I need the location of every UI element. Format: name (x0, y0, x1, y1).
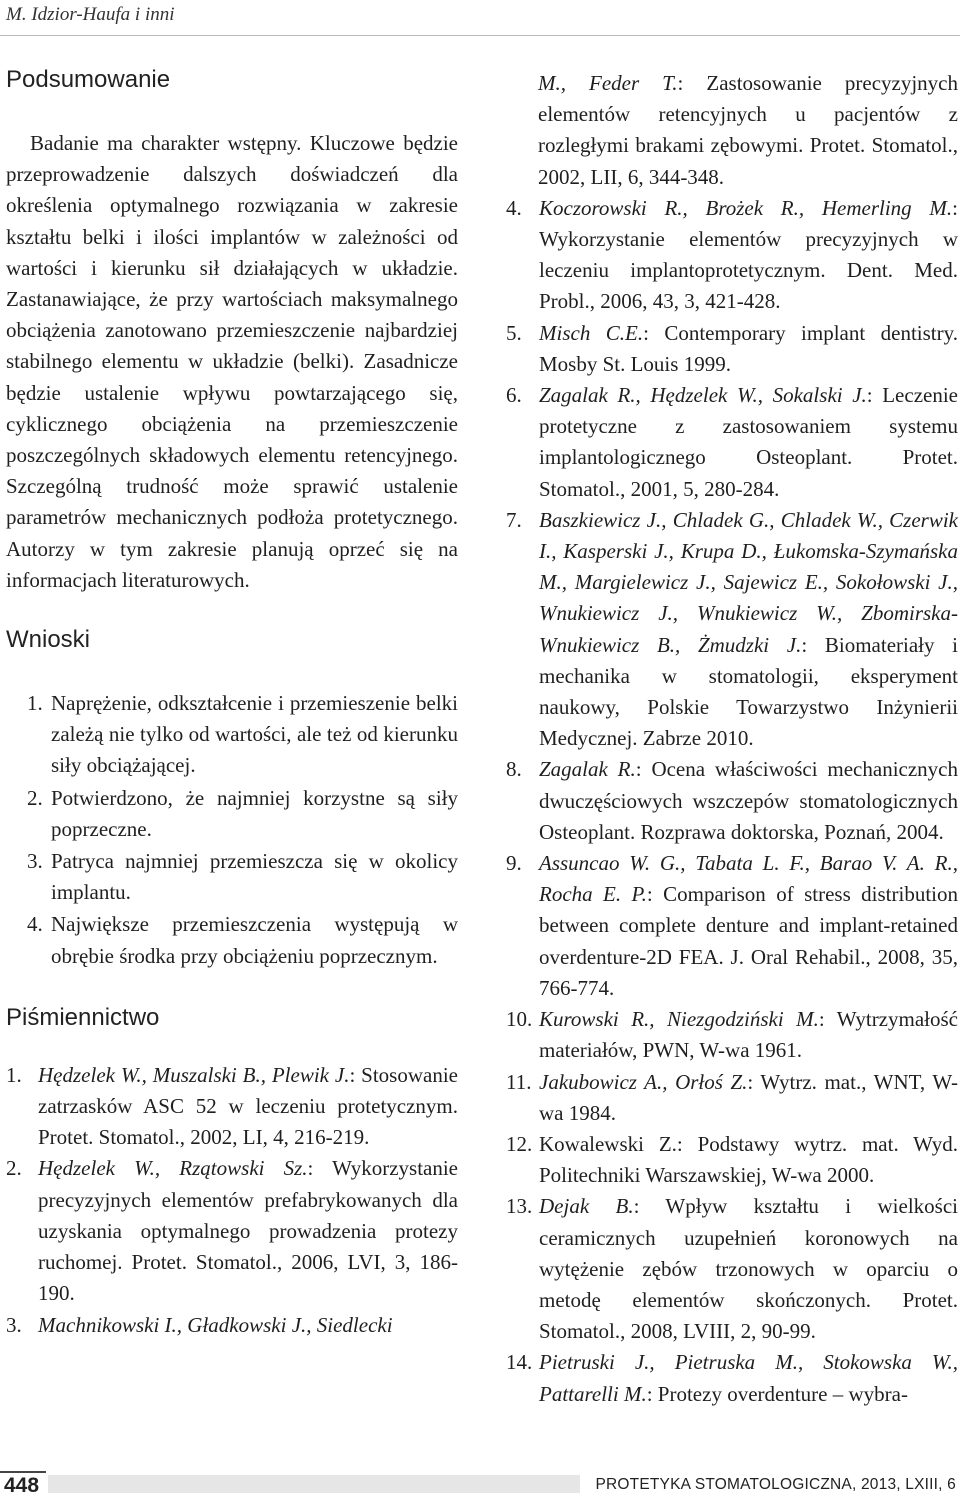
references-list-right (506, 68, 958, 1410)
reference-item: 8. Zagalak R.: Ocena właściwości mechanicznych dwuczęściowych wszczepów stomatologicznych Osteoplant. Rozprawa doktorska, Poznań, 2004. (506, 757, 958, 844)
reference-item: 7. Baszkiewicz J., Chladek G., Chladek W., Czerwik I., Kasperski J., Krupa D., Łukomska-Szymańska M., Margielewicz J., Sajewicz E., Sokołowski J., Wnukiewicz J., Wnukiewicz W., Zbomirska-Wnukiewicz B., Żmudzki J.: Biomateriały i mechanika w stomatologii, eksperyment naukowy, Polskie Towarzystwo Inżynierii Medycznej. Zabrze 2010. (506, 507, 959, 751)
reference-item: 13. Dejak B.: Wpływ kształtu i wielkości ceramicznych uzupełnień koronowych na wytężenie zębów trzonowych w oparciu o metodę elementów skończonych. Protet. Stomatol., 2008, LVIII, 2, 90-99. (506, 1194, 958, 1344)
journal-footer: PROTETYKA STOMATOLOGICZNA, 2013, LXIII, 6 (595, 1476, 956, 1493)
footer-bar (48, 1475, 580, 1493)
left-column (6, 60, 458, 1341)
conclusion-item: 4. Największe przemieszczenia występują w obrębie środka przy obciążeniu poprzecznym. (27, 912, 458, 968)
reference-item: 9. Assuncao W. G., Tabata L. F., Barao V. A. R., Rocha E. P.: Comparison of stress distribution between complete denture and implant-retained overdenture-2D FEA. J. Oral Rehabil., 2008, 35, 766-774. (506, 851, 958, 1000)
running-header-author: M. Idzior-Haufa i inni (6, 4, 175, 25)
page-number: 448 (4, 1474, 40, 1497)
reference-item: 14. Pietruski J., Pietruska M., Stokowska W., Pattarelli M.: Protezy overdenture – wybra- (506, 1350, 958, 1406)
reference-item: 1. Hędzelek W., Muszalski B., Plewik J.: Stosowanie zatrzasków ASC 52 w leczeniu protetycznym. Protet. Stomatol., 2002, LI, 4, 216-219. (6, 1062, 458, 1150)
header-rule (0, 35, 960, 36)
reference-continuation: M., Feder T.: Zastosowanie precyzyjnych elementów retencyjnych u pacjentów z rozległymi brakami zębowymi. Protet. Stomatol., 2002, LII, 6, 344-348. (538, 71, 958, 189)
conclusions-list (6, 688, 458, 972)
conclusion-item: 2. Potwierdzono, że najmniej korzystne są siły poprzeczne. (27, 785, 458, 841)
references-list-left (6, 1060, 458, 1341)
footer-rule (0, 1471, 46, 1473)
reference-item: 10. Kurowski R., Niezgodziński M.: Wytrzymałość materiałów, PWN, W-wa 1961. (506, 1007, 958, 1063)
conclusion-item: 1. Naprężenie, odkształcenie i przemieszenie belki zależą nie tylko od wartości, ale też od kierunku siły obciążającej. (27, 691, 458, 778)
reference-item: 5. Misch C.E.: Contemporary implant dentistry. Mosby St. Louis 1999. (506, 320, 958, 376)
reference-item: 12. Kowalewski Z.: Podstawy wytrz. mat. Wyd. Politechniki Warszawskiej, W-wa 2000. (506, 1131, 958, 1188)
right-column (506, 68, 958, 1410)
conclusion-item: 3. Patryca najmniej przemieszcza się w okolicy implantu. (27, 849, 458, 905)
reference-item: 2. Hędzelek W., Rzątowski Sz.: Wykorzystanie precyzyjnych elementów prefabrykowanych dla uzyskania optymalnego prowadzenia protezy ruchomej. Protet. Stomatol., 2006, LVI, 3, 186-190. (6, 1156, 458, 1306)
summary-paragraph: Badanie ma charakter wstępny. Kluczowe będzie przeprowadzenie dalszych doświadczeń dla określenia optymalnego rozwiązania w zakresie kształtu belki i ilości implantów w zależności od wartości i kierunku sił działających w układzie. Zastanawiające, że przy wartościach maksymalnego obciążenia zanotowano przemieszczenie najbardziej stabilnego elementu w układzie (belki). Zasadnicze będzie ustalenie wpływu powtarzającego się, cyklicznego obciążenia na przemieszczenie poszczególnych składowych elementu retencyjnego. Szczególną trudność może sprawić ustalenie parametrów mechanicznych podłoża protetycznego. Autorzy w tym zakresie planują oprzeć się na informacjach literaturowych. (6, 131, 458, 592)
reference-item: 11. Jakubowicz A., Orłoś Z.: Wytrz. mat., WNT, W-wa 1984. (506, 1069, 958, 1125)
reference-item: 3. Machnikowski I., Gładkowski J., Siedlecki (6, 1312, 393, 1337)
reference-item: 6. Zagalak R., Hędzelek W., Sokalski J.: Leczenie protetyczne z zastosowaniem systemu implantologicznego Osteoplant. Protet. Stomatol., 2001, 5, 280-284. (506, 383, 958, 501)
summary-heading: Podsumowanie (6, 66, 171, 93)
references-heading: Piśmiennictwo (6, 1003, 160, 1031)
reference-item: 4. Koczorowski R., Brożek R., Hemerling M.: Wykorzystanie elementów precyzyjnych w leczeniu implantoprotetycznym. Dent. Med. Probl., 2006, 43, 3, 421-428. (506, 195, 958, 314)
conclusions-heading: Wnioski (6, 626, 91, 654)
